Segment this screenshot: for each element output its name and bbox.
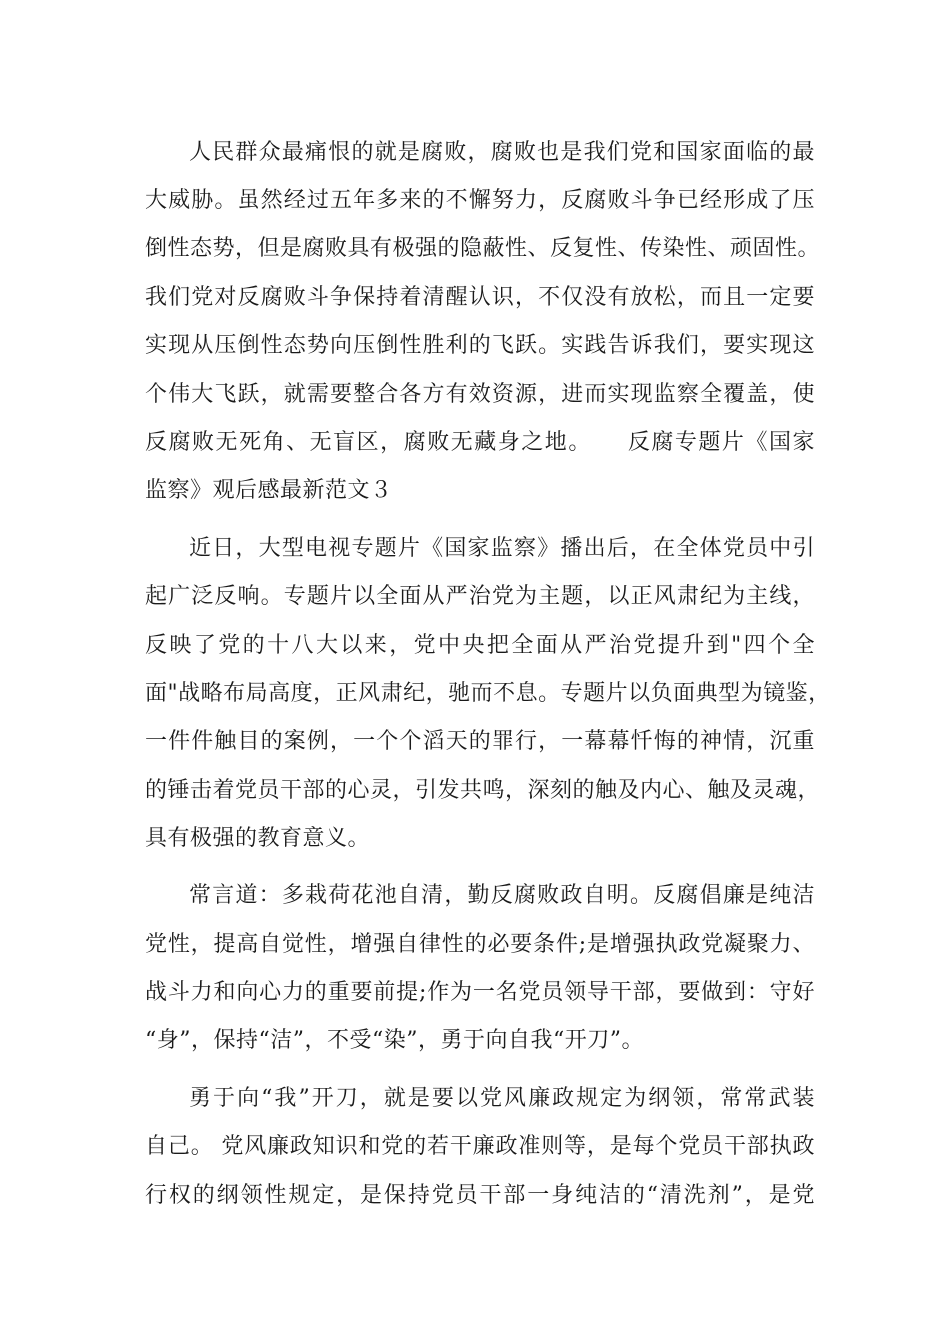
paragraph-1-line-4: 我们党对反腐败斗争保持着清醒认识，不仅没有放松，而且一定要 — [145, 285, 815, 310]
paragraph-2-line-3: 反映了党的十八大以来，党中央把全面从严治党提升到"四个全 — [145, 633, 815, 658]
paragraph-2-line-1: 近日，大型电视专题片《国家监察》播出后，在全体党员中引 — [189, 536, 815, 561]
paragraph-1-line-8: 监察》观后感最新范文３ — [145, 478, 393, 503]
paragraph-4-line-2: 自己。 党风廉政知识和党的若干廉政准则等，是每个党员干部执政 — [145, 1134, 815, 1159]
paragraph-1-line-1: 人民群众最痛恨的就是腐败，腐败也是我们党和国家面临的最 — [189, 140, 815, 165]
paragraph-1-line-7: 反腐败无死角、无盲区，腐败无藏身之地。 反腐专题片《国家 — [145, 430, 815, 455]
paragraph-2-line-6: 的锤击着党员干部的心灵，引发共鸣，深刻的触及内心、触及灵魂， — [145, 778, 821, 803]
paragraph-2-line-5: 一件件触目的案例，一个个滔天的罪行，一幕幕忏悔的神情，沉重 — [145, 729, 815, 754]
paragraph-3-line-2: 党性，提高自觉性，增强自律性的必要条件;是增强执政党凝聚力、 — [145, 932, 815, 957]
paragraph-2-line-7: 具有极强的教育意义。 — [145, 826, 371, 851]
paragraph-2-line-4: 面"战略布局高度，正风肃纪，驰而不息。专题片以负面典型为镜鉴， — [145, 681, 831, 706]
paragraph-3-line-1: 常言道：多栽荷花池自清，勤反腐败政自明。反腐倡廉是纯洁 — [189, 883, 815, 908]
paragraph-4-line-1: 勇于向“我”开刀，就是要以党风廉政规定为纲领，常常武装 — [189, 1086, 815, 1111]
paragraph-4-line-3: 行权的纲领性规定，是保持党员干部一身纯洁的“清洗剂”，是党 — [145, 1183, 815, 1208]
paragraph-1-line-6: 个伟大飞跃，就需要整合各方有效资源，进而实现监察全覆盖，使 — [145, 382, 815, 407]
paragraph-1-line-2: 大威胁。虽然经过五年多来的不懈努力，反腐败斗争已经形成了压 — [145, 188, 815, 213]
paragraph-2-line-2: 起广泛反响。专题片以全面从严治党为主题，以正风肃纪为主线， — [145, 584, 815, 609]
paragraph-3-line-3: 战斗力和向心力的重要前提;作为一名党员领导干部，要做到：守好 — [145, 980, 815, 1005]
paragraph-1-line-3: 倒性态势，但是腐败具有极强的隐蔽性、反复性、传染性、顽固性。 — [145, 236, 821, 261]
paragraph-1-line-5: 实现从压倒性态势向压倒性胜利的飞跃。实践告诉我们，要实现这 — [145, 333, 815, 358]
paragraph-3-line-4: “身”，保持“洁”，不受“染”，勇于向自我“开刀”。 — [145, 1028, 644, 1053]
